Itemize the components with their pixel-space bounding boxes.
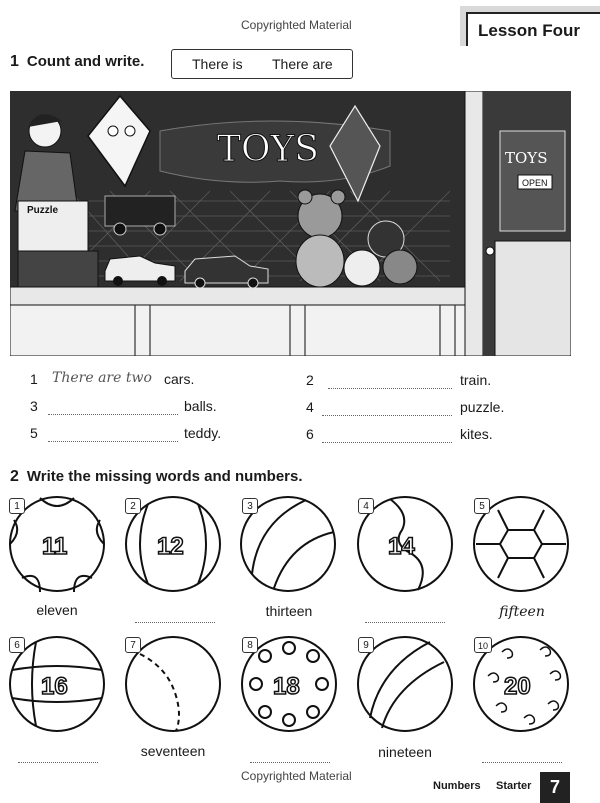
copyright-bottom: Copyrighted Material <box>241 769 352 783</box>
ball-8-number-box: 8 <box>242 637 258 653</box>
ball-5-number-box: 5 <box>474 498 490 514</box>
ball-7-label: seventeen <box>140 743 206 759</box>
ball-1-label: eleven <box>36 602 78 618</box>
ball-6-digits: 16 <box>41 673 68 700</box>
open-sign: OPEN <box>522 178 548 188</box>
ball-8-word-blank[interactable] <box>250 746 330 763</box>
item-number: 3 <box>30 398 38 414</box>
ball-7-number-box: 7 <box>125 637 141 653</box>
item-5-answer-blank[interactable] <box>48 425 178 442</box>
ball-8-digits: 18 <box>273 673 300 700</box>
puzzle-box-label: Puzzle <box>27 205 59 216</box>
word-box-there-are: There are <box>272 56 333 72</box>
ball-4-number-box: 4 <box>358 498 374 514</box>
item-number: 5 <box>30 425 38 441</box>
exercise-1-heading <box>10 53 144 71</box>
ball-1-number-box: 1 <box>9 498 25 514</box>
word-box-there-is: There is <box>192 56 243 72</box>
toys-sign-text: TOYS <box>217 129 319 170</box>
exercise-2-title: Write the missing words and numbers. <box>26 468 303 485</box>
ball-9-label: nineteen <box>378 744 432 760</box>
item-6-word: kites. <box>460 426 493 442</box>
ball-6-word-blank[interactable] <box>18 746 98 763</box>
exercise-1-number: 1 <box>10 53 19 70</box>
item-3-word: balls. <box>184 398 217 414</box>
lesson-title: Lesson Four <box>466 12 600 46</box>
balls-row-1 <box>0 492 600 602</box>
ball-2-digits: 12 <box>157 533 184 560</box>
ball-4-word-blank[interactable] <box>365 606 445 623</box>
ball-3-label: thirteen <box>265 603 313 619</box>
door-toys-sign: TOYS <box>505 149 548 167</box>
ball-9-number-box: 9 <box>358 637 374 653</box>
word-box <box>171 49 353 79</box>
item-1-word: cars. <box>164 371 195 387</box>
ball-10-digits: 20 <box>504 673 531 700</box>
balls-row-2 <box>0 632 600 742</box>
exercise-1-title: Count and write. <box>26 53 145 70</box>
ball-10-number-box: 10 <box>474 637 492 653</box>
page-number: 7 <box>540 772 570 803</box>
item-5-word: teddy. <box>184 425 222 441</box>
item-number: 2 <box>306 372 314 388</box>
copyright-top: Copyrighted Material <box>241 18 352 32</box>
exercise-2-number: 2 <box>10 468 19 485</box>
item-number: 1 <box>30 371 38 387</box>
ball-4-digits: 14 <box>388 533 415 560</box>
ball-5-label: fifteen <box>499 604 545 620</box>
ball-1-digits: 11 <box>42 533 68 560</box>
ball-3-number-box: 3 <box>242 498 258 514</box>
ball-2-word-blank[interactable] <box>135 606 215 623</box>
item-number: 6 <box>306 426 314 442</box>
item-4-word: puzzle. <box>460 399 505 415</box>
item-4-answer-blank[interactable] <box>322 399 452 416</box>
toy-shop-illustration <box>10 91 571 356</box>
exercise-2-heading <box>10 468 303 486</box>
ball-10-word-blank[interactable] <box>482 746 562 763</box>
toys-sign <box>217 129 319 170</box>
ball-2-number-box: 2 <box>125 498 141 514</box>
item-6-answer-blank[interactable] <box>322 426 452 443</box>
item-2-answer-blank[interactable] <box>328 372 452 389</box>
footer-section: Numbers <box>433 780 481 792</box>
footer-level: Starter <box>496 780 532 792</box>
ball-6-number-box: 6 <box>9 637 25 653</box>
item-number: 4 <box>306 399 314 415</box>
item-3-answer-blank[interactable] <box>48 398 178 415</box>
item-1-example-answer: There are two <box>52 370 152 386</box>
item-2-word: train. <box>460 372 492 388</box>
